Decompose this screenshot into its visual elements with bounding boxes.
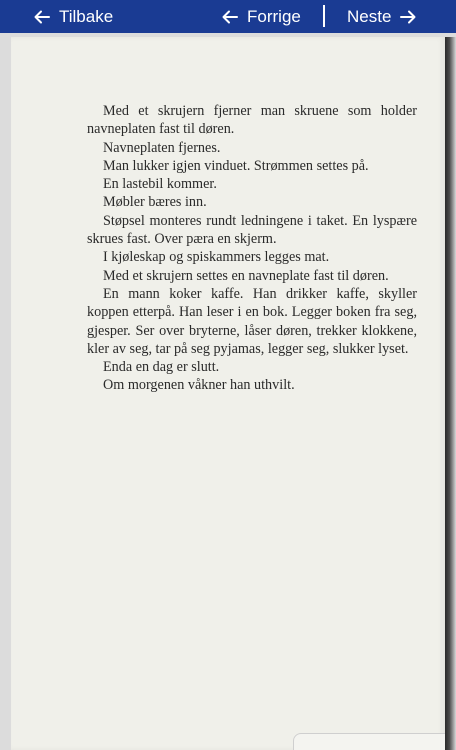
next-button-label: Neste bbox=[347, 6, 392, 26]
next-button[interactable] bbox=[347, 0, 417, 33]
page-corner-widget[interactable] bbox=[293, 733, 455, 750]
page-text bbox=[87, 102, 417, 395]
back-button-label: Tilbake bbox=[59, 6, 114, 26]
paragraph: Man lukker igjen vinduet. Strømmen settes på. bbox=[103, 157, 369, 174]
scanned-page bbox=[11, 37, 445, 750]
paragraph: Navneplaten fjernes. bbox=[103, 139, 221, 156]
arrow-right-icon bbox=[399, 8, 417, 26]
paragraph: En lastebil kommer. bbox=[103, 176, 217, 193]
paragraph: Enda en dag er slutt. bbox=[103, 359, 220, 376]
previous-button-label: Forrige bbox=[247, 6, 301, 26]
arrow-left-icon bbox=[221, 8, 239, 26]
nav-divider bbox=[323, 5, 325, 27]
paragraph: Med et skrujern fjerner man skruene som holder navneplaten fast til døren. bbox=[87, 103, 417, 138]
paragraph: En mann koker kaffe. Han drikker kaffe, skyller koppen etterpå. Han leser i en bok. Legger boken fra seg, gjesper. Ser over bryterne, låser døren, trekker klokkene, kler av seg, tar på seg pyjamas, legger seg, slukker lyset. bbox=[87, 285, 417, 357]
paragraph: Støpsel monteres rundt ledningene i taket. En lyspære skrues fast. Over pæra en skjerm. bbox=[87, 212, 417, 248]
paragraph: Møbler bæres inn. bbox=[103, 194, 207, 211]
previous-button[interactable] bbox=[221, 0, 301, 33]
book-spine-edge bbox=[445, 37, 456, 750]
page-viewer[interactable] bbox=[0, 33, 456, 750]
top-navigation-bar bbox=[0, 0, 456, 33]
arrow-left-icon bbox=[33, 8, 51, 26]
paragraph: Om morgenen våkner han uthvilt. bbox=[103, 377, 295, 394]
back-button[interactable] bbox=[33, 0, 113, 33]
paragraph: Med et skrujern settes en navneplate fast til døren. bbox=[103, 267, 389, 284]
paragraph: I kjøleskap og spiskammers legges mat. bbox=[103, 249, 330, 266]
